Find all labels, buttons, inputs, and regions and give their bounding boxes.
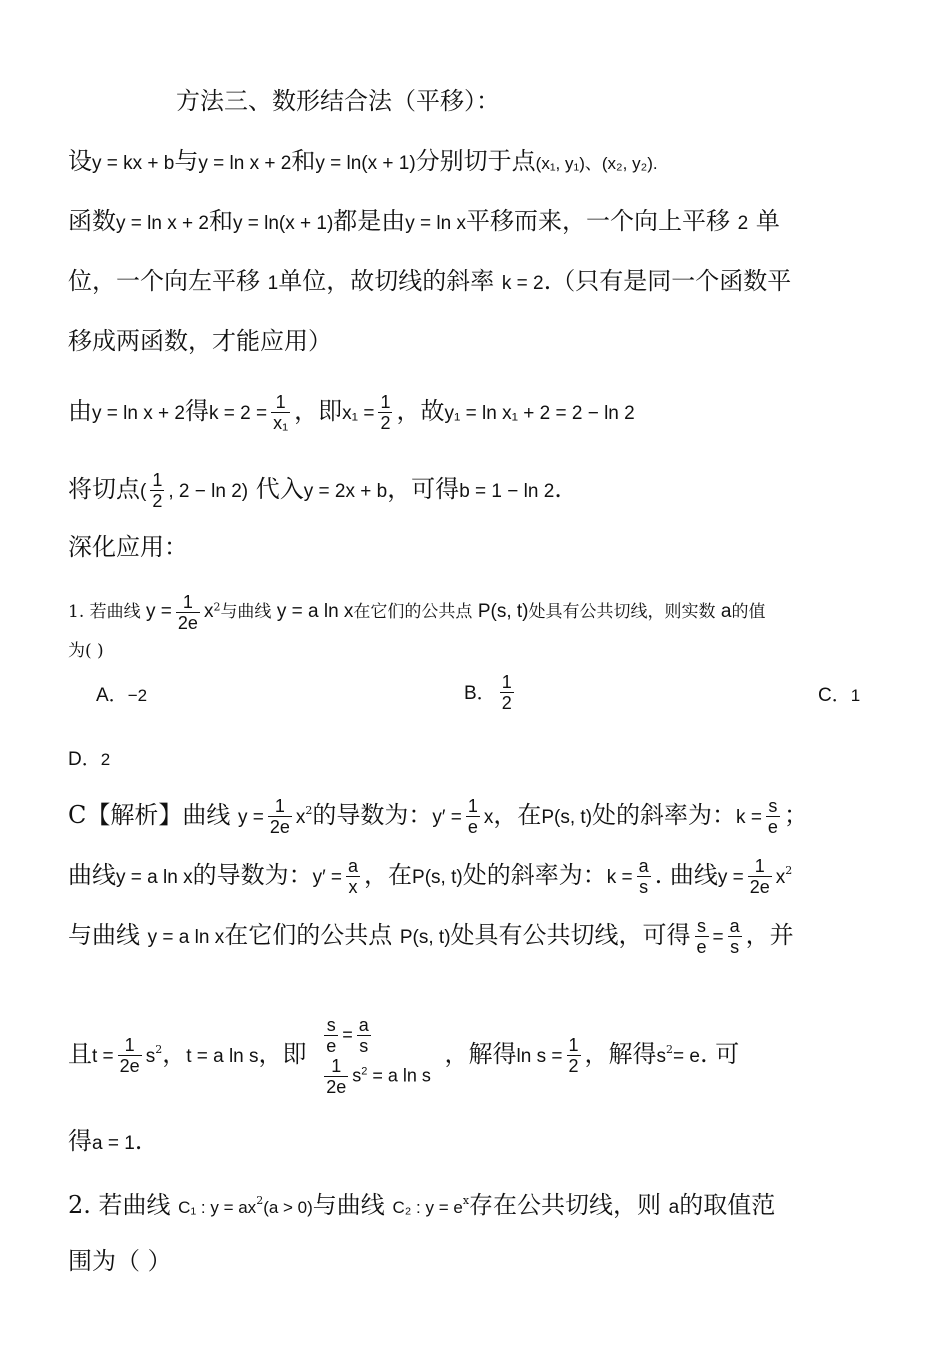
fraction: $\frac{1}{2}$: [568, 1035, 579, 1076]
question-2-line2: 围为（ ）: [68, 1247, 172, 1275]
fraction: $\frac{1}{2}$: [152, 470, 163, 511]
fraction: $\frac{1}{2}$: [380, 392, 391, 433]
question-2-line1: 2. 若曲线 C₁ : $y = ax^2(a > 0)$与曲线 C₂ : $y = e^x$存在公共切线，则 a的取值范: [68, 1191, 776, 1219]
fraction: $\frac{1}{e}$: [467, 796, 478, 837]
solution-line5: 得a = 1.: [68, 1127, 143, 1155]
paragraph-tangent-point: 将切点( $\frac{1}{2}$ , 2 − ln 2) 代入y = 2x + b，可得b = 1 − ln 2.: [68, 470, 562, 511]
paragraph-translation-line2: 位，一个向左平移 1单位，故切线的斜率 k = 2.（只有是同一个函数平: [68, 267, 792, 295]
fraction: $\frac{1}{2e}$: [269, 796, 290, 837]
solution-line4: 且t = $\frac{1}{2e}$ $s^2$，t = a ln s，即 $\frac{s}{e}$ = $\frac{a}{s}$ $\frac{1}{2e}$ $s^2 = a$ ln s ，解得ln s = $\frac{1}{2}$ ，解得$s^2= e$. 可: [68, 1014, 740, 1097]
paragraph-setup: 设y = kx + b与y = ln x + 2和y = ln(x + 1)分别切于点(x₁, y₁)、(x₂, y₂).: [68, 147, 658, 175]
fraction: $\frac{1}{2e}$: [749, 856, 770, 897]
fraction: $\frac{1}{2}$: [501, 672, 512, 713]
section-heading-applications: 深化应用：: [68, 533, 188, 561]
fraction: $\frac{s}{e}$: [767, 796, 778, 837]
paragraph-translation-line3: 移成两函数，才能应用）: [68, 327, 332, 355]
solution-line2: 曲线y = a ln x的导数为：y′ = $\frac{a}{x}$ ，在P(s, t)处的斜率为：k = $\frac{a}{s}$ . 曲线y = $\frac{1}{2e}$ $x^2$: [68, 856, 793, 897]
option-c: C．1: [818, 685, 861, 706]
paragraph-derivation: 由y = ln x + 2得k = 2 = $\frac{1}{\text{x₁}}$ ，即x₁ = $\frac{1}{2}$ ，故y₁ = ln x₁ + 2 = 2 − ln 2: [68, 392, 635, 433]
equation-system: $\frac{s}{e}$ = $\frac{a}{s}$ $\frac{1}{2e}$ $s^2 = a$ ln s: [326, 1014, 431, 1097]
fraction: $\frac{a}{s}$: [638, 856, 649, 897]
solution-line3: 与曲线 y = a ln x在它们的公共点 P(s, t)处具有公共切线，可得 $\frac{s}{e}$ = $\frac{a}{s}$ ，并: [68, 916, 794, 957]
fraction: $\frac{a}{x}$: [348, 856, 359, 897]
fraction: $\frac{1}{2e}$: [177, 592, 198, 633]
option-a: A．−2: [96, 685, 148, 706]
question-1-line1: 1. 若曲线 y = $\frac{1}{2e}$ $x^2$与曲线 y = a ln x在它们的公共点 P(s, t)处具有公共切线，则实数 a的值: [68, 592, 766, 633]
option-d: D．2: [68, 749, 111, 770]
fraction: $\frac{1}{2e}$: [119, 1035, 140, 1076]
paragraph-translation-line1: 函数y = ln x + 2和y = ln(x + 1)都是由y = ln x平移而来，一个向上平移 2 单: [68, 207, 780, 235]
solution-line1: C【解析】曲线 y = $\frac{1}{2e}$ $x^2$的导数为：y′ = $\frac{1}{e}$ x，在P(s, t)处的斜率为：k = $\frac{s}{e}$ ；: [68, 796, 808, 837]
option-b: B． $\frac{1}{2}$: [464, 672, 512, 713]
fraction: $\frac{s}{e}$: [696, 916, 707, 957]
fraction: $\frac{a}{s}$: [729, 916, 740, 957]
fraction: $\frac{1}{\text{x₁}}$: [273, 392, 289, 433]
question-1-line2: 为( ): [68, 641, 104, 661]
method-heading: 方法三、数形结合法（平移）：: [176, 87, 500, 115]
